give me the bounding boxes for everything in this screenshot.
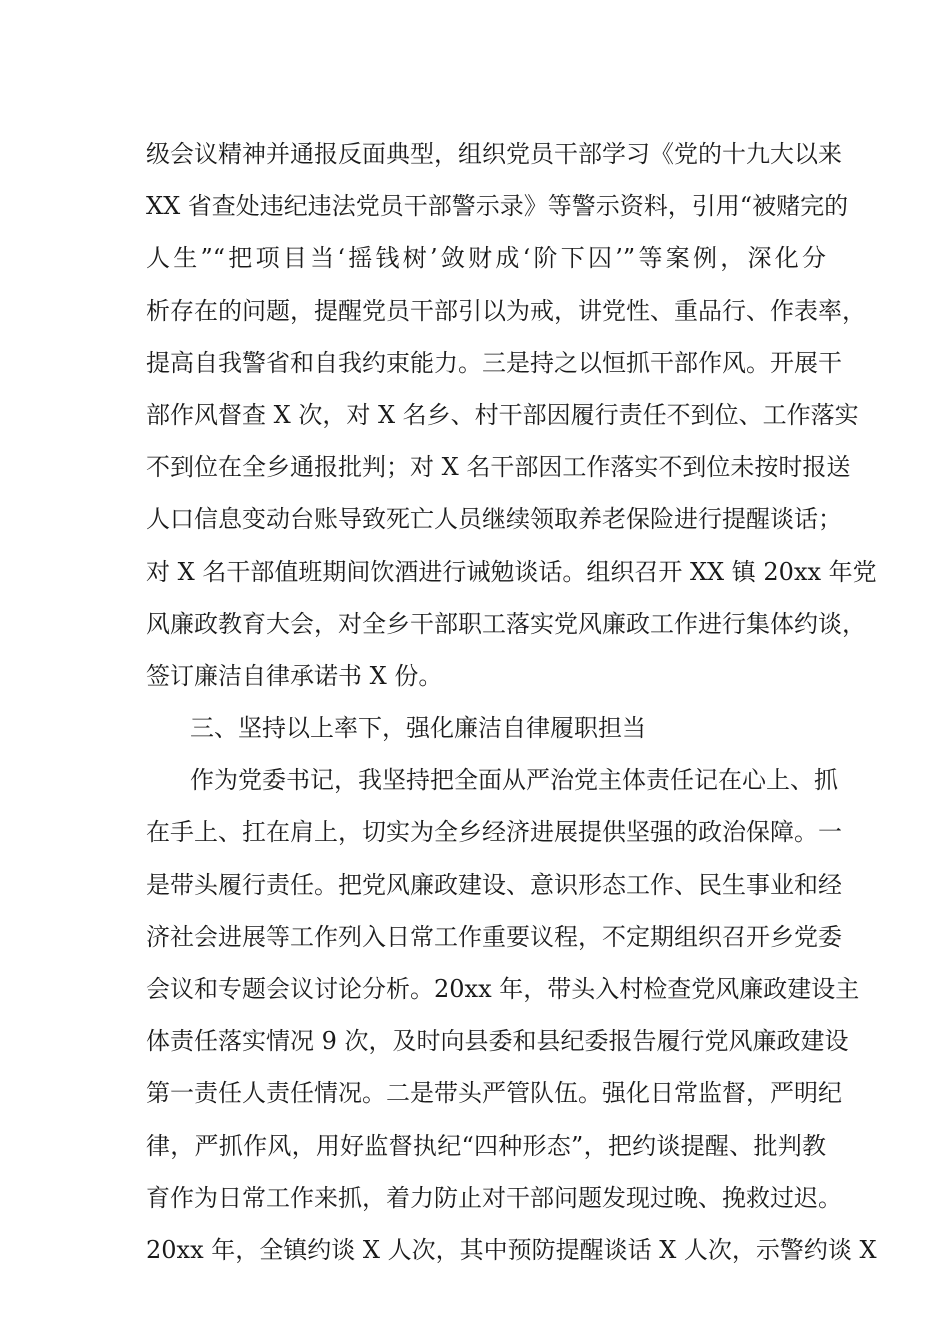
text-line: 人生”“把项目当‘摇钱树’敛财成‘阶下囚’”等案例，深化分 — [146, 244, 826, 273]
text-line: 对 X 名干部值班期间饮酒进行诫勉谈话。组织召开 XX 镇 20xx 年党 — [146, 557, 877, 586]
text-line: 体责任落实情况 9 次，及时向县委和县纪委报告履行党风廉政建设 — [146, 1027, 849, 1056]
text-line: 育作为日常工作来抓，着力防止对干部问题发现过晚、挽救过迟。 — [146, 1183, 842, 1212]
text-line: 人口信息变动台账导致死亡人员继续领取养老保险进行提醒谈话； — [146, 505, 842, 534]
text-line: XX 省查处违纪违法党员干部警示录》等警示资料，引用“被赌完的 — [146, 192, 849, 221]
text-line: 在手上、扛在肩上，切实为全乡经济进展提供坚强的政治保障。一 — [146, 818, 842, 847]
text-line: 风廉政教育大会，对全乡干部职工落实党风廉政工作进行集体约谈， — [146, 609, 866, 638]
text-line: 是带头履行责任。把党风廉政建设、意识形态工作、民生事业和经 — [146, 870, 842, 899]
text-line: 部作风督查 X 次，对 X 名乡、村干部因履行责任不到位、工作落实 — [146, 400, 859, 429]
text-line: 级会议精神并通报反面典型，组织党员干部学习《党的十九大以来 — [146, 140, 842, 168]
text-line: 提高自我警省和自我约束能力。三是持之以恒抓干部作风。开展干 — [146, 348, 842, 377]
text-line: 律，严抓作风，用好监督执纪“四种形态”，把约谈提醒、批判教 — [146, 1131, 826, 1160]
text-line: 签订廉洁自律承诺书 X 份。 — [146, 661, 443, 690]
body-text — [146, 128, 877, 1276]
section-heading: 三、坚持以上率下，强化廉洁自律履职担当 — [190, 714, 646, 743]
text-line: 第一责任人责任情况。二是带头严管队伍。强化日常监督，严明纪 — [146, 1079, 842, 1108]
text-line: 不到位在全乡通报批判；对 X 名干部因工作落实不到位未按时报送 — [146, 453, 851, 482]
text-line: 20xx 年，全镇约谈 X 人次，其中预防提醒谈话 X 人次，示警约谈 X — [146, 1235, 877, 1264]
text-line: 作为党委书记，我坚持把全面从严治党主体责任记在心上、抓 — [190, 766, 838, 795]
text-line: 济社会进展等工作列入日常工作重要议程，不定期组织召开乡党委 — [146, 922, 842, 951]
text-line: 析存在的问题，提醒党员干部引以为戒，讲党性、重品行、作表率， — [146, 296, 866, 325]
text-line: 会议和专题会议讨论分析。20xx 年，带头入村检查党风廉政建设主 — [146, 975, 860, 1003]
